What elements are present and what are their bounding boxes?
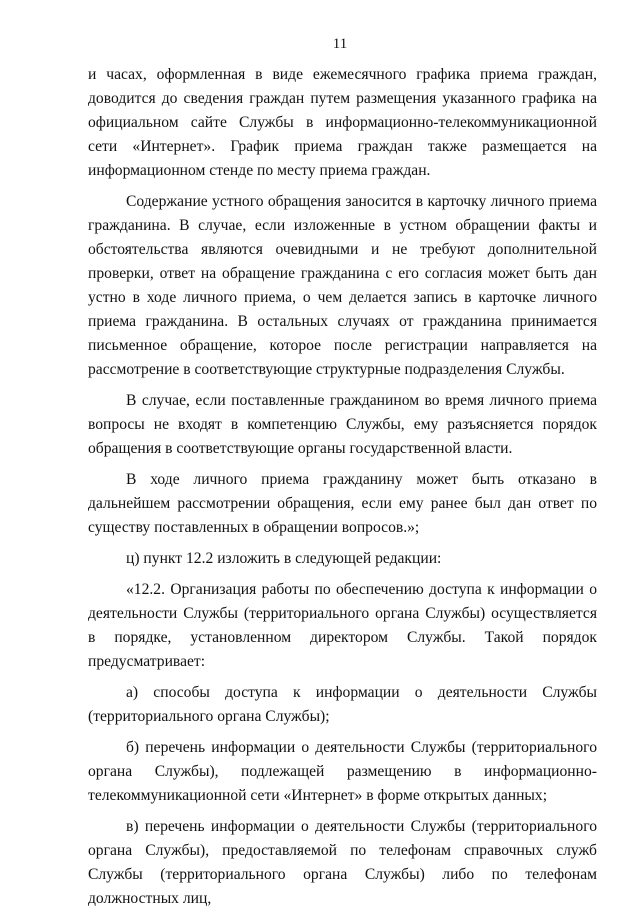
paragraph-reception-schedule: и часах, оформленная в виде ежемесячного графика приема граждан, доводится до сведения граждан путем размещения указанного графика на официальном сайте Службы в информационно-телекоммуникационной сети «Интернет». График приема граждан также размещается на информационном стенде по месту приема граждан.: [88, 66, 597, 179]
paragraph-competence: В случае, если поставленные гражданином во время личного приема вопросы не входят в компетенцию Службы, ему разъясняется порядок обращения в соответствующие органы государственной власти.: [88, 392, 597, 457]
paragraph-subitem-a: а) способы доступа к информации о деятельности Службы (территориального органа Службы);: [88, 684, 597, 725]
page-number: 11: [332, 36, 348, 52]
paragraph-oral-appeal: Содержание устного обращения заносится в карточку личного приема гражданина. В случае, если изложенные в устном обращении факты и обстоятельства являются очевидными и не требуют дополнительной проверки, ответ на обращение гражданина с его согласия может быть дан устно в ходе личного приема, о чем делается запись в карточке личного приема гражданина. В остальных случаях от гражданина принимается письменное обращение, которое после регистрации направляется на рассмотрение в соответствующие структурные подразделения Службы.: [88, 193, 597, 378]
paragraph-clause-12-2: «12.2. Организация работы по обеспечению доступа к информации о деятельности Службы (территориального органа Службы) осуществляется в порядке, установленном директором Службы. Такой порядок предусматривает:: [88, 581, 597, 670]
paragraph-subitem-b: б) перечень информации о деятельности Службы (территориального органа Службы), подлежащей размещению в информационно-телекоммуникационной сети «Интернет» в форме открытых данных;: [88, 739, 597, 804]
paragraph-item-ts: ц) пункт 12.2 изложить в следующей редакции:: [126, 550, 442, 567]
document-body: [88, 63, 597, 911]
paragraph-subitem-v: в) перечень информации о деятельности Службы (территориального органа Службы), предоставляемой по телефонам справочных служб Службы (территориального органа Службы) либо по телефонам должностных лиц,: [88, 818, 597, 907]
paragraph-refusal: В ходе личного приема гражданину может быть отказано в дальнейшем рассмотрении обращения, если ему ранее был дан ответ по существу поставленных в обращении вопросов.»;: [88, 471, 597, 536]
